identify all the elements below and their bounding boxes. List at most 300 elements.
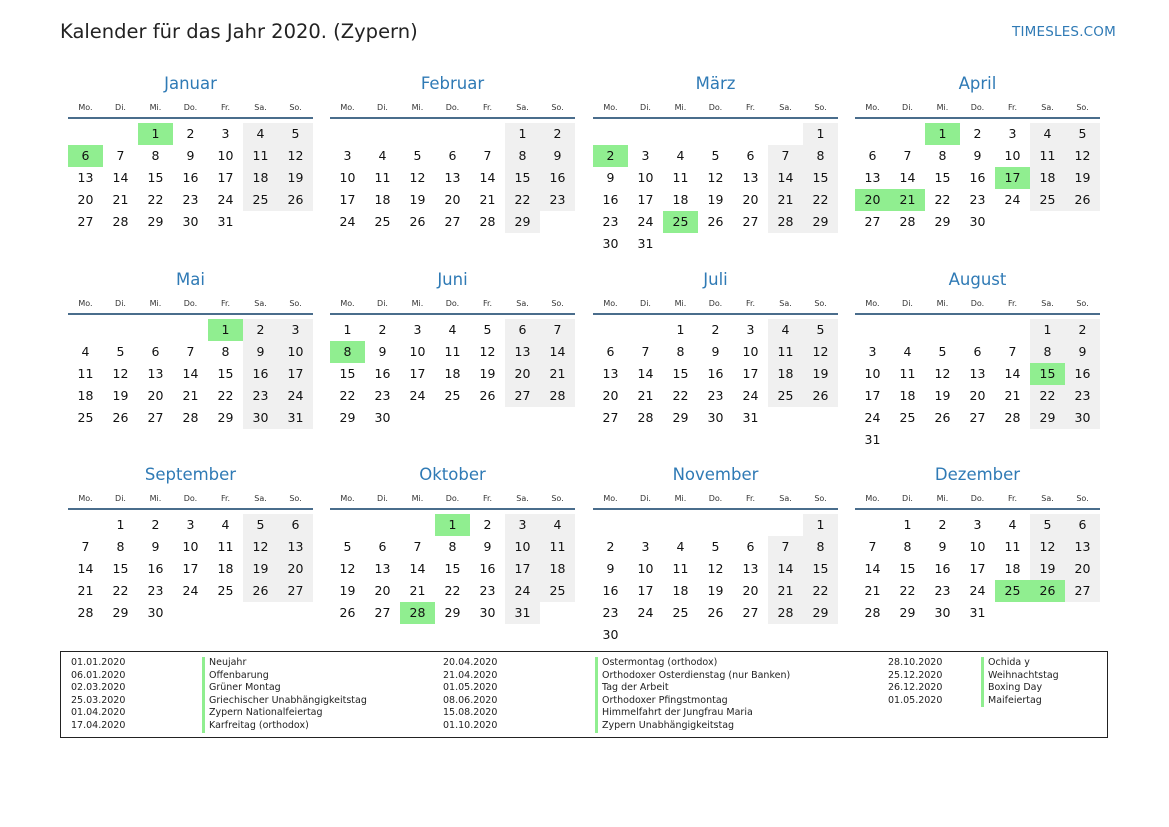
holiday-list bbox=[60, 651, 1108, 738]
page-title: Kalender für das Jahr 2020. (Zypern) bbox=[60, 20, 418, 43]
day-cell: 18 bbox=[1004, 561, 1021, 576]
day-cell: 17 bbox=[505, 558, 540, 580]
day-cell: 20 bbox=[742, 192, 759, 207]
day-cell: 16 bbox=[147, 561, 164, 576]
weekday-label: Sa. bbox=[516, 494, 529, 503]
holiday-name: Grüner Montag bbox=[202, 682, 367, 695]
weekday-label: Di. bbox=[640, 494, 651, 503]
month-name: April bbox=[958, 74, 997, 93]
day-grid bbox=[855, 123, 1100, 233]
day-cell: 13 bbox=[147, 366, 164, 381]
holiday-day-cell: 25 bbox=[995, 580, 1030, 602]
day-cell: 23 bbox=[540, 189, 575, 211]
day-cell: 29 bbox=[505, 211, 540, 233]
day-cell: 21 bbox=[409, 583, 426, 598]
day-cell: 5 bbox=[483, 322, 492, 337]
day-cell: 25 bbox=[444, 388, 461, 403]
day-cell: 20 bbox=[147, 388, 164, 403]
day-cell: 18 bbox=[672, 583, 689, 598]
weekday-label: So. bbox=[551, 494, 564, 503]
empty-cell bbox=[663, 123, 698, 145]
empty-cell bbox=[103, 319, 138, 341]
day-cell: 14 bbox=[182, 366, 199, 381]
site-link[interactable]: TIMESLES.COM bbox=[1012, 24, 1116, 40]
holiday-name: Ostermontag (orthodox) bbox=[595, 657, 790, 670]
day-cell: 24 bbox=[182, 583, 199, 598]
weekday-label: Sa. bbox=[254, 299, 267, 308]
weekday-label: Di. bbox=[377, 494, 388, 503]
holiday-day-cell: 25 bbox=[663, 211, 698, 233]
day-cell: 29 bbox=[217, 410, 234, 425]
holiday-name: Offenbarung bbox=[202, 670, 367, 683]
weekday-label: Mi. bbox=[936, 299, 949, 308]
month-4 bbox=[68, 269, 313, 429]
weekday-label: Mo. bbox=[865, 299, 880, 308]
holiday-date: 01.05.2020 bbox=[888, 694, 943, 706]
day-cell: 28 bbox=[864, 605, 881, 620]
empty-cell bbox=[138, 319, 173, 341]
month-9 bbox=[330, 464, 575, 624]
weekday-label: So. bbox=[289, 103, 302, 112]
weekday-label: Mi. bbox=[674, 299, 687, 308]
day-cell: 14 bbox=[1004, 366, 1021, 381]
day-cell: 11 bbox=[374, 170, 391, 185]
empty-cell bbox=[593, 514, 628, 536]
weekday-header bbox=[68, 294, 313, 315]
day-cell: 9 bbox=[606, 170, 615, 185]
day-cell: 24 bbox=[969, 583, 986, 598]
day-cell: 15 bbox=[803, 167, 838, 189]
day-cell: 29 bbox=[1030, 407, 1065, 429]
day-cell: 16 bbox=[479, 561, 496, 576]
day-cell: 6 bbox=[606, 344, 615, 359]
day-cell: 17 bbox=[864, 388, 881, 403]
day-cell: 7 bbox=[641, 344, 650, 359]
day-cell: 28 bbox=[899, 214, 916, 229]
day-cell: 25 bbox=[1030, 189, 1065, 211]
day-cell: 27 bbox=[742, 605, 759, 620]
day-cell: 2 bbox=[938, 517, 947, 532]
day-cell: 1 bbox=[676, 322, 685, 337]
day-cell: 8 bbox=[116, 539, 125, 554]
day-cell: 6 bbox=[151, 344, 160, 359]
day-grid bbox=[330, 319, 575, 429]
weekday-label: Sa. bbox=[779, 299, 792, 308]
day-cell: 16 bbox=[374, 366, 391, 381]
day-cell: 25 bbox=[899, 410, 916, 425]
day-cell: 25 bbox=[374, 214, 391, 229]
month-2 bbox=[593, 73, 838, 255]
weekday-label: So. bbox=[551, 299, 564, 308]
day-cell: 9 bbox=[483, 539, 492, 554]
weekday-label: Mo. bbox=[865, 494, 880, 503]
day-cell: 3 bbox=[746, 322, 755, 337]
day-cell: 27 bbox=[864, 214, 881, 229]
weekday-label: Di. bbox=[115, 299, 126, 308]
day-cell: 30 bbox=[147, 605, 164, 620]
day-cell: 20 bbox=[1065, 558, 1100, 580]
weekday-label: Sa. bbox=[254, 103, 267, 112]
weekday-label: So. bbox=[551, 103, 564, 112]
day-cell: 23 bbox=[969, 192, 986, 207]
day-cell: 4 bbox=[1008, 517, 1017, 532]
day-cell: 19 bbox=[1030, 558, 1065, 580]
day-cell: 21 bbox=[864, 583, 881, 598]
holiday-day-cell: 21 bbox=[890, 189, 925, 211]
day-cell: 30 bbox=[602, 236, 619, 251]
weekday-label: Mo. bbox=[603, 103, 618, 112]
empty-cell bbox=[470, 123, 505, 145]
day-cell: 28 bbox=[182, 410, 199, 425]
day-cell: 22 bbox=[112, 583, 129, 598]
day-cell: 20 bbox=[77, 192, 94, 207]
day-cell: 27 bbox=[602, 410, 619, 425]
day-cell: 19 bbox=[803, 363, 838, 385]
holiday-name: Karfreitag (orthodox) bbox=[202, 720, 367, 733]
day-cell: 31 bbox=[505, 602, 540, 624]
day-cell: 19 bbox=[243, 558, 278, 580]
weekday-header bbox=[855, 98, 1100, 119]
weekday-label: Sa. bbox=[1041, 299, 1054, 308]
day-cell: 4 bbox=[768, 319, 803, 341]
day-cell: 3 bbox=[221, 126, 230, 141]
day-cell: 4 bbox=[378, 148, 387, 163]
holiday-name: Orthodoxer Osterdienstag (nur Banken) bbox=[595, 670, 790, 683]
day-cell: 2 bbox=[186, 126, 195, 141]
day-cell: 10 bbox=[637, 561, 654, 576]
day-cell: 28 bbox=[1004, 410, 1021, 425]
day-cell: 27 bbox=[147, 410, 164, 425]
day-cell: 22 bbox=[217, 388, 234, 403]
day-cell: 19 bbox=[707, 192, 724, 207]
day-cell: 3 bbox=[413, 322, 422, 337]
day-cell: 28 bbox=[77, 605, 94, 620]
day-cell: 19 bbox=[934, 388, 951, 403]
empty-cell bbox=[365, 514, 400, 536]
day-cell: 20 bbox=[505, 363, 540, 385]
weekday-label: Mo. bbox=[78, 103, 93, 112]
holiday-names-col-2 bbox=[595, 657, 790, 733]
day-cell: 22 bbox=[934, 192, 951, 207]
empty-cell bbox=[960, 319, 995, 341]
day-cell: 10 bbox=[864, 366, 881, 381]
day-cell: 18 bbox=[77, 388, 94, 403]
weekday-label: Do. bbox=[970, 299, 985, 308]
holiday-date: 26.12.2020 bbox=[888, 682, 943, 694]
day-cell: 5 bbox=[243, 514, 278, 536]
month-name: März bbox=[695, 74, 736, 93]
day-cell: 13 bbox=[969, 366, 986, 381]
day-cell: 9 bbox=[540, 145, 575, 167]
day-cell: 3 bbox=[505, 514, 540, 536]
day-cell: 28 bbox=[540, 385, 575, 407]
day-cell: 25 bbox=[540, 580, 575, 602]
holiday-date: 25.03.2020 bbox=[71, 694, 126, 706]
day-grid bbox=[855, 319, 1100, 451]
day-cell: 11 bbox=[77, 366, 94, 381]
holiday-name: Maifeiertag bbox=[981, 695, 1059, 708]
day-cell: 17 bbox=[742, 366, 759, 381]
day-cell: 24 bbox=[278, 385, 313, 407]
day-cell: 3 bbox=[278, 319, 313, 341]
holiday-date: 08.06.2020 bbox=[443, 694, 498, 706]
day-cell: 26 bbox=[707, 605, 724, 620]
day-cell: 12 bbox=[243, 536, 278, 558]
weekday-label: Mi. bbox=[936, 494, 949, 503]
day-cell: 14 bbox=[899, 170, 916, 185]
day-cell: 30 bbox=[707, 410, 724, 425]
weekday-label: So. bbox=[1076, 494, 1089, 503]
day-cell: 16 bbox=[243, 363, 278, 385]
holiday-date: 25.12.2020 bbox=[888, 669, 943, 681]
day-cell: 24 bbox=[1004, 192, 1021, 207]
day-cell: 29 bbox=[339, 410, 356, 425]
day-cell: 18 bbox=[899, 388, 916, 403]
day-cell: 21 bbox=[479, 192, 496, 207]
month-5 bbox=[330, 269, 575, 429]
holiday-day-cell: 1 bbox=[138, 123, 173, 145]
day-grid bbox=[593, 514, 838, 646]
weekday-header bbox=[593, 98, 838, 119]
day-cell: 23 bbox=[602, 214, 619, 229]
empty-cell bbox=[68, 514, 103, 536]
holiday-day-cell: 17 bbox=[995, 167, 1030, 189]
day-cell: 10 bbox=[409, 344, 426, 359]
day-cell: 15 bbox=[444, 561, 461, 576]
day-cell: 8 bbox=[1030, 341, 1065, 363]
month-10 bbox=[593, 464, 838, 646]
weekday-label: Di. bbox=[902, 299, 913, 308]
day-cell: 29 bbox=[803, 211, 838, 233]
day-cell: 1 bbox=[116, 517, 125, 532]
day-cell: 10 bbox=[1004, 148, 1021, 163]
day-cell: 25 bbox=[672, 605, 689, 620]
empty-cell bbox=[593, 123, 628, 145]
weekday-header bbox=[330, 294, 575, 315]
day-cell: 19 bbox=[479, 366, 496, 381]
day-cell: 20 bbox=[444, 192, 461, 207]
holiday-day-cell: 6 bbox=[68, 145, 103, 167]
day-cell: 25 bbox=[217, 583, 234, 598]
day-cell: 14 bbox=[864, 561, 881, 576]
holiday-date: 01.04.2020 bbox=[71, 707, 126, 719]
month-name: November bbox=[672, 465, 759, 484]
weekday-label: Do. bbox=[445, 299, 460, 308]
day-cell: 2 bbox=[483, 517, 492, 532]
day-cell: 26 bbox=[112, 410, 129, 425]
day-cell: 29 bbox=[147, 214, 164, 229]
day-cell: 4 bbox=[676, 539, 685, 554]
empty-cell bbox=[68, 123, 103, 145]
weekday-label: Do. bbox=[183, 494, 198, 503]
month-name: Dezember bbox=[934, 465, 1021, 484]
day-cell: 4 bbox=[243, 123, 278, 145]
day-cell: 5 bbox=[803, 319, 838, 341]
day-cell: 20 bbox=[742, 583, 759, 598]
day-cell: 5 bbox=[1030, 514, 1065, 536]
day-cell: 19 bbox=[1065, 167, 1100, 189]
day-grid bbox=[330, 514, 575, 624]
holiday-day-cell: 2 bbox=[593, 145, 628, 167]
day-cell: 24 bbox=[742, 388, 759, 403]
day-cell: 24 bbox=[637, 214, 654, 229]
day-cell: 10 bbox=[339, 170, 356, 185]
day-cell: 1 bbox=[1030, 319, 1065, 341]
weekday-label: Mo. bbox=[603, 494, 618, 503]
day-cell: 28 bbox=[479, 214, 496, 229]
empty-cell bbox=[173, 319, 208, 341]
day-cell: 12 bbox=[803, 341, 838, 363]
weekday-header bbox=[855, 489, 1100, 510]
day-cell: 7 bbox=[768, 145, 803, 167]
day-cell: 26 bbox=[339, 605, 356, 620]
day-cell: 17 bbox=[217, 170, 234, 185]
day-cell: 10 bbox=[217, 148, 234, 163]
day-cell: 10 bbox=[505, 536, 540, 558]
holiday-name: Tag der Arbeit bbox=[595, 682, 790, 695]
day-cell: 27 bbox=[444, 214, 461, 229]
day-cell: 12 bbox=[1065, 145, 1100, 167]
weekday-label: Fr. bbox=[1007, 103, 1018, 112]
weekday-label: Fr. bbox=[220, 103, 231, 112]
day-cell: 15 bbox=[934, 170, 951, 185]
day-cell: 27 bbox=[1065, 580, 1100, 602]
day-cell: 9 bbox=[973, 148, 982, 163]
day-cell: 23 bbox=[602, 605, 619, 620]
weekday-label: So. bbox=[1076, 299, 1089, 308]
weekday-label: Sa. bbox=[779, 494, 792, 503]
day-cell: 28 bbox=[768, 211, 803, 233]
day-cell: 8 bbox=[448, 539, 457, 554]
weekday-label: Fr. bbox=[745, 103, 756, 112]
day-cell: 8 bbox=[803, 536, 838, 558]
day-cell: 9 bbox=[606, 561, 615, 576]
weekday-label: Di. bbox=[115, 494, 126, 503]
month-3 bbox=[855, 73, 1100, 233]
day-cell: 5 bbox=[711, 148, 720, 163]
day-cell: 10 bbox=[742, 344, 759, 359]
weekday-label: Sa. bbox=[779, 103, 792, 112]
empty-cell bbox=[698, 514, 733, 536]
day-cell: 17 bbox=[182, 561, 199, 576]
day-cell: 26 bbox=[479, 388, 496, 403]
weekday-label: Fr. bbox=[1007, 494, 1018, 503]
day-cell: 9 bbox=[938, 539, 947, 554]
day-cell: 25 bbox=[768, 385, 803, 407]
month-name: September bbox=[144, 465, 237, 484]
day-cell: 6 bbox=[448, 148, 457, 163]
day-cell: 13 bbox=[1065, 536, 1100, 558]
weekday-label: Di. bbox=[640, 299, 651, 308]
day-cell: 17 bbox=[969, 561, 986, 576]
day-cell: 13 bbox=[505, 341, 540, 363]
day-cell: 24 bbox=[505, 580, 540, 602]
weekday-label: Di. bbox=[377, 103, 388, 112]
weekday-label: Mo. bbox=[340, 494, 355, 503]
holiday-date: 01.01.2020 bbox=[71, 657, 126, 668]
day-cell: 3 bbox=[641, 148, 650, 163]
day-cell: 4 bbox=[903, 344, 912, 359]
day-cell: 26 bbox=[243, 580, 278, 602]
holiday-day-cell: 1 bbox=[435, 514, 470, 536]
weekday-label: Mo. bbox=[340, 103, 355, 112]
weekday-label: Sa. bbox=[1041, 494, 1054, 503]
weekday-label: Sa. bbox=[254, 494, 267, 503]
day-cell: 24 bbox=[637, 605, 654, 620]
month-11 bbox=[855, 464, 1100, 624]
day-cell: 17 bbox=[409, 366, 426, 381]
day-cell: 12 bbox=[1030, 536, 1065, 558]
day-cell: 14 bbox=[479, 170, 496, 185]
day-cell: 26 bbox=[707, 214, 724, 229]
day-cell: 6 bbox=[505, 319, 540, 341]
day-cell: 28 bbox=[112, 214, 129, 229]
day-cell: 19 bbox=[707, 583, 724, 598]
day-cell: 11 bbox=[672, 561, 689, 576]
day-cell: 5 bbox=[1065, 123, 1100, 145]
day-grid bbox=[68, 514, 313, 624]
day-cell: 4 bbox=[448, 322, 457, 337]
weekday-label: Mi. bbox=[411, 494, 424, 503]
empty-cell bbox=[663, 514, 698, 536]
weekday-label: So. bbox=[289, 494, 302, 503]
day-cell: 27 bbox=[77, 214, 94, 229]
empty-cell bbox=[855, 514, 890, 536]
month-name: Oktober bbox=[419, 465, 486, 484]
day-cell: 14 bbox=[637, 366, 654, 381]
day-cell: 13 bbox=[742, 170, 759, 185]
month-0 bbox=[68, 73, 313, 233]
day-cell: 2 bbox=[540, 123, 575, 145]
month-name: Januar bbox=[164, 74, 217, 93]
day-cell: 10 bbox=[278, 341, 313, 363]
day-cell: 16 bbox=[540, 167, 575, 189]
day-cell: 22 bbox=[444, 583, 461, 598]
day-cell: 15 bbox=[672, 366, 689, 381]
day-cell: 18 bbox=[540, 558, 575, 580]
weekday-label: Fr. bbox=[220, 299, 231, 308]
weekday-label: Mi. bbox=[149, 299, 162, 308]
day-cell: 7 bbox=[768, 536, 803, 558]
day-cell: 14 bbox=[768, 167, 803, 189]
holiday-name: Himmelfahrt der Jungfrau Maria bbox=[595, 707, 790, 720]
day-cell: 2 bbox=[973, 126, 982, 141]
holiday-date: 28.10.2020 bbox=[888, 657, 943, 668]
empty-cell bbox=[103, 123, 138, 145]
day-cell: 15 bbox=[217, 366, 234, 381]
weekday-label: Di. bbox=[640, 103, 651, 112]
day-cell: 2 bbox=[151, 517, 160, 532]
holiday-name: Weihnachtstag bbox=[981, 670, 1059, 683]
weekday-label: Do. bbox=[445, 103, 460, 112]
day-cell: 29 bbox=[803, 602, 838, 624]
day-cell: 5 bbox=[938, 344, 947, 359]
day-cell: 9 bbox=[378, 344, 387, 359]
day-cell: 12 bbox=[707, 561, 724, 576]
day-cell: 4 bbox=[1030, 123, 1065, 145]
day-cell: 10 bbox=[969, 539, 986, 554]
empty-cell bbox=[733, 514, 768, 536]
holiday-date: 17.04.2020 bbox=[71, 719, 126, 731]
day-grid bbox=[593, 319, 838, 429]
day-cell: 31 bbox=[217, 214, 234, 229]
day-cell: 21 bbox=[182, 388, 199, 403]
day-cell: 9 bbox=[1065, 341, 1100, 363]
day-cell: 2 bbox=[711, 322, 720, 337]
day-cell: 3 bbox=[343, 148, 352, 163]
weekday-label: Do. bbox=[708, 494, 723, 503]
day-cell: 15 bbox=[803, 558, 838, 580]
